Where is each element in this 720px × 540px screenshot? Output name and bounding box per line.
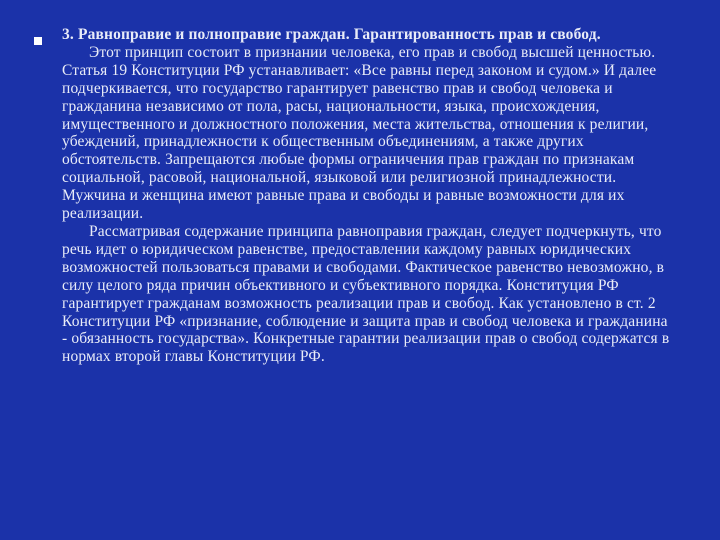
square-bullet-icon [34,37,42,45]
text-block [62,26,674,366]
paragraph-principle: Этот принцип состоит в признании человека, его прав и свобод высшей ценностью. Статья 19 Конституции РФ устанавливает: «Все равны перед законом и судом.» И далее подчеркивается, что государство гарантирует равенство прав и свобод человека и гражданина независимо от пола, расы, национальности, языка, происхождения, имущественного и должностного положения, места жительства, отношения к религии, убеждений, принадлежности к общественным объединениям, а также других обстоятельств. Запрещаются любые формы ограничения прав граждан по признакам социальной, расовой, национальной, языковой или религиозной принадлежности. Мужчина и женщина имеют равные права и свободы и равные возможности для их реализации. [62,43,657,223]
section-heading: 3. Равноправие и полноправие граждан. Гарантированность прав и свобод. [62,26,601,43]
paragraph-equality: Рассматривая содержание принципа равноправия граждан, следует подчеркнуть, что речь идет о юридическом равенстве, предоставлении каждому равных юридических возможностей пользоваться правами и свободами. Фактическое равенство невозможно, в силу целого ряда причин объективного и субъективного порядка. Конституция РФ гарантирует гражданам возможность реализации прав и свобод. Как установлено в ст. 2 Конституции РФ «признание, соблюдение и защита прав и свобод человека и гражданина - обязанность государства». Конкретные гарантии реализации прав о свобод содержатся в нормах второй главы Конституции РФ. [62,222,670,366]
